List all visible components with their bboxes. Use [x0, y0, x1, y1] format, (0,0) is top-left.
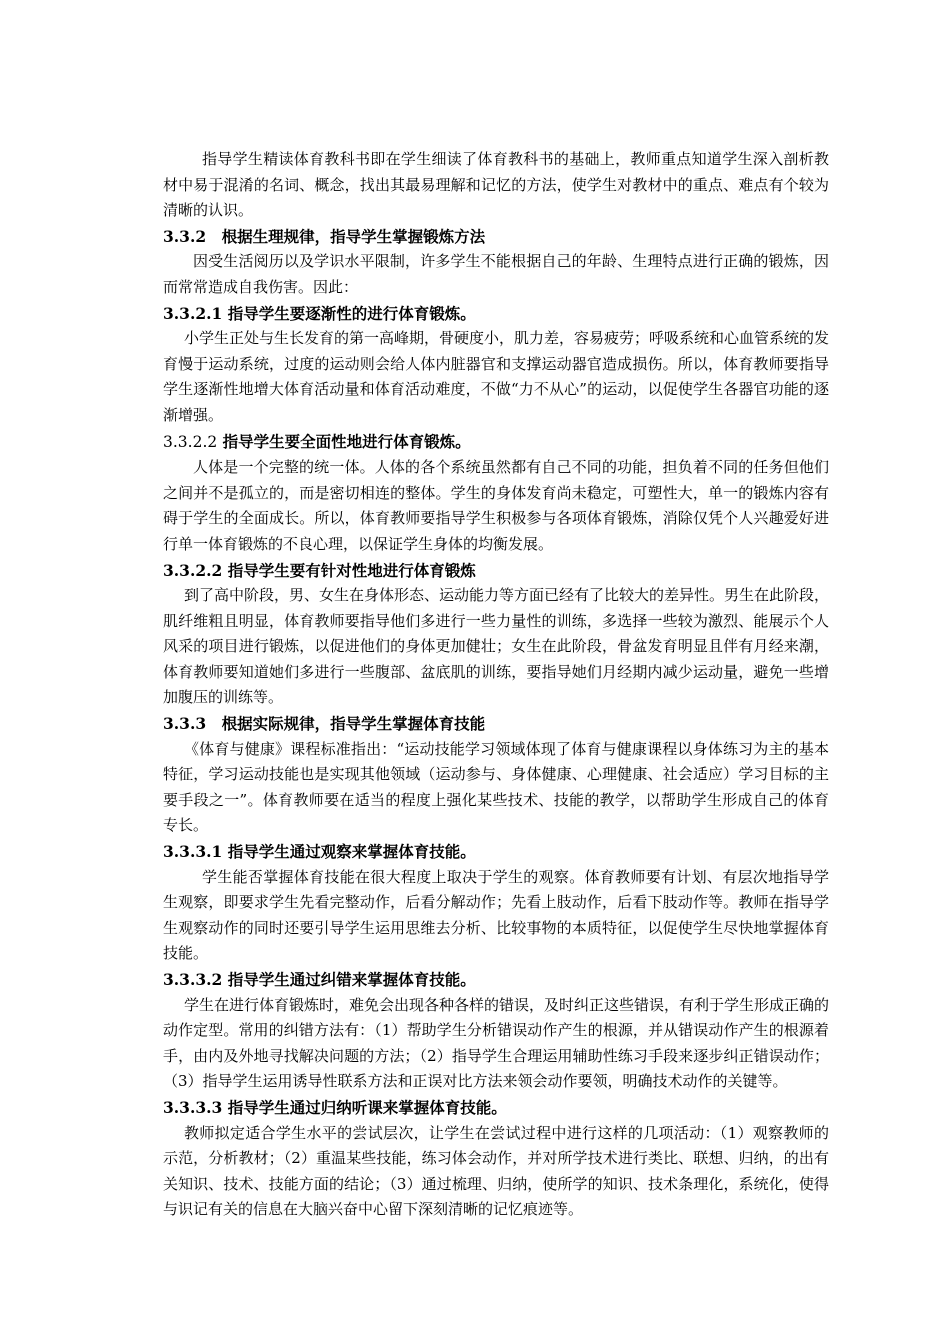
heading-3-3-3-1: 3.3.3.1 指导学生通过观察来掌握体育技能。 [163, 842, 476, 862]
paragraph-induction: 教师拟定适合学生水平的尝试层次，让学生在尝试过程中进行这样的几项活动：（1）观察教师的示范，分析教材；（2）重温某些技能，练习体会动作，并对所学技术进行类比、联想、归纳，的出有关知识、技术、技能方面的结论；（3）通过梳理、归纳，使所学的知识、技术条理化，系统化，使得与识记有关的信息在大脑兴奋中心留下深刻清晰的记忆痕迹等。 [163, 1123, 829, 1219]
paragraph-gradual-exercise: 小学生正处与生长发育的第一高峰期，骨硬度小，肌力差，容易疲劳；呼吸系统和心血管系统的发育慢于运动系统，过度的运动则会给人体内脏器官和支撑运动器官造成损伤。所以，体育教师要指导学生逐渐性地增大体育活动量和体育活动难度，不做“力不从心”的运动，以促使学生各器官功能的逐渐增强。 [163, 329, 830, 424]
paragraph-intensive-reading: 指导学生精读体育教科书即在学生细读了体育教科书的基础上，教师重点知道学生深入剖析教材中易于混淆的名词、概念，找出其最易理解和记忆的方法，使学生对教材中的重点、难点有个较为清晰的认识。 [163, 150, 829, 220]
document-page [163, 147, 829, 1223]
paragraph-comprehensive-exercise: 人体是一个完整的统一体。人体的各个系统虽然都有自己不同的功能，担负着不同的任务但他们之间并不是孤立的，而是密切相连的整体。学生的身体发育尚未稳定，可塑性大，单一的锻炼内容有碍于学生的全面成长。所以，体育教师要指导学生积极参与各项体育锻炼，消除仅凭个人兴趣爱好进行单一体育锻炼的不良心理，以保证学生身体的均衡发展。 [163, 458, 829, 553]
paragraph-targeted-exercise: 到了高中阶段，男、女生在身体形态、运动能力等方面已经有了比较大的差异性。男生在此阶段，肌纤维粗且明显，体育教师要指导他们多进行一些力量性的训练，多选择一些较为激烈、能展示个人风采的项目进行锻炼，以促进他们的身体更加健壮；女生在此阶段，骨盆发育明显且伴有月经来潮，体育教师要知道她们多进行一些腹部、盆底肌的训练，要指导她们月经期内减少运动量，避免一些增加腹压的训练等。 [163, 586, 830, 707]
paragraph-physiology-intro: 因受生活阅历以及学识水平限制，许多学生不能根据自己的年龄、生理特点进行正确的锻炼，因而常常造成自我伤害。因此： [163, 252, 829, 296]
heading-text: 指导学生要全面性地进行体育锻炼。 [217, 431, 471, 451]
heading-3-3-2-2-targeted: 3.3.2.2 指导学生要有针对性地进行体育锻炼 [163, 560, 476, 580]
heading-3-3-3-2: 3.3.3.2 指导学生通过纠错来掌握体育技能。 [163, 970, 476, 989]
paragraph-error-correction: 学生在进行体育锻炼时，难免会出现各种各样的错误，及时纠正这些错误，有利于学生形成正确的动作定型。常用的纠错方法有：（1）帮助学生分析错误动作产生的根源，并从错误动作产生的根源着手，由内及外地寻找解决问题的方法；（2）指导学生合理运用辅助性练习手段来逐步纠正错误动作；（3）指导学生运用诱导性联系方法和正误对比方法来领会动作要领，明确技术动作的关键等。 [163, 995, 830, 1091]
heading-3-3-3: 3.3.3 根据实际规律，指导学生掌握体育技能 [163, 714, 486, 734]
heading-3-3-3-3: 3.3.3.3 指导学生通过归纳听课来掌握体育技能。 [163, 1097, 507, 1117]
paragraph-observation: 学生能否掌握体育技能在很大程度上取决于学生的观察。体育教师要有计划、有层次地指导学生观察，即要求学生先看完整动作，后看分解动作；先看上肢动作，后看下肢动作等。教师在指导学生观察动作的同时还要引导学生运用思维去分析、比较事物的本质特征，以促使学生尽快地掌握体育技能。 [163, 867, 829, 963]
heading-3-3-2: 3.3.2 根据生理规律，指导学生掌握锻炼方法 [163, 226, 486, 246]
heading-number: 3.3.2.2 [163, 432, 218, 451]
heading-3-3-2-1: 3.3.2.1 指导学生要逐渐性的进行体育锻炼。 [163, 303, 476, 323]
paragraph-curriculum-standard: 《体育与健康》课程标准指出：“运动技能学习领域体现了体育与健康课程以身体练习为主的基本特征，学习运动技能也是实现其他领域（运动参与、身体健康、心理健康、社会适应）学习目标的主要手段之一”。体育教师要在适当的程度上强化某些技术、技能的教学，以帮助学生形成自己的体育专长。 [163, 739, 829, 835]
heading-3-3-2-2-comprehensive [163, 429, 829, 456]
